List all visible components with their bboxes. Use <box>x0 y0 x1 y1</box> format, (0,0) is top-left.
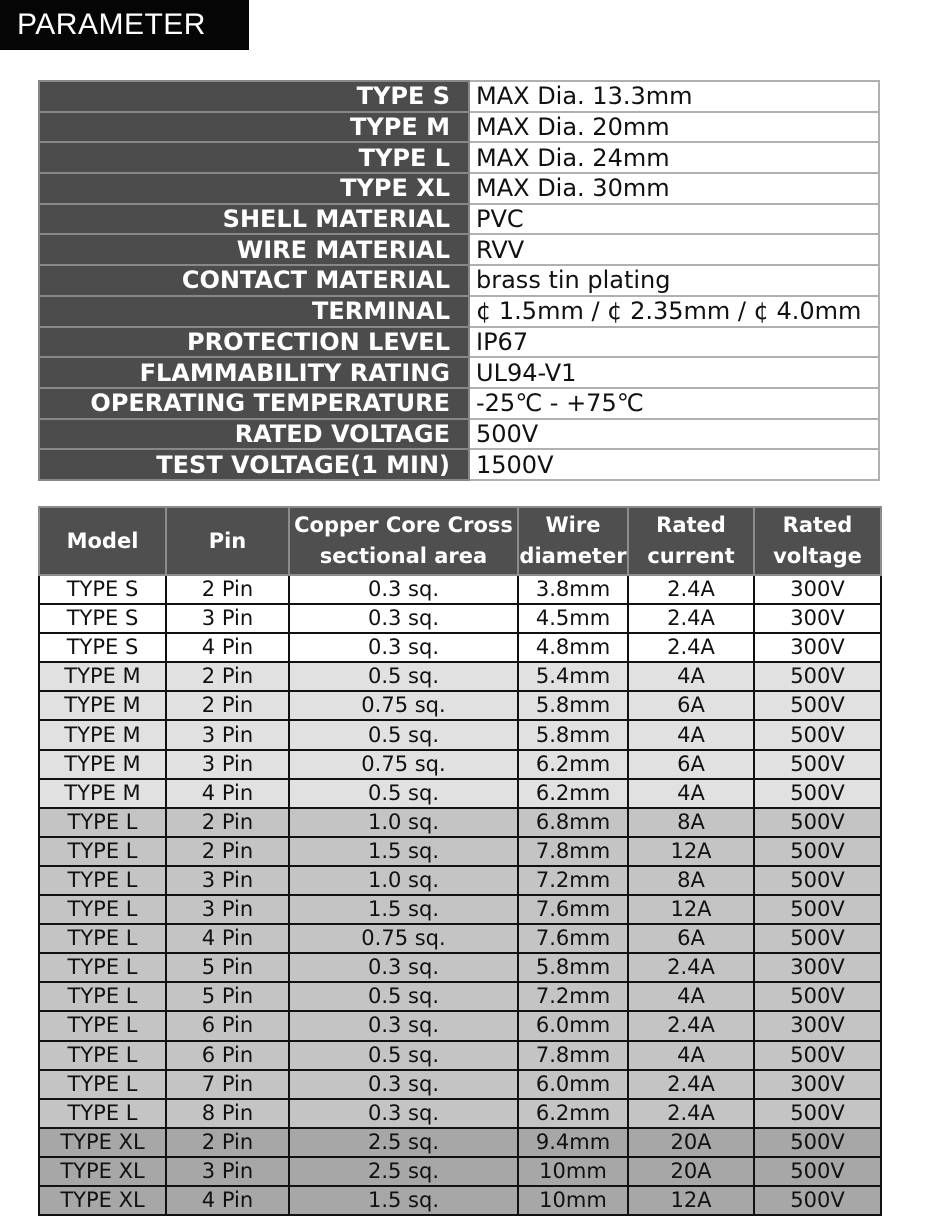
model-cell: TYPE XL <box>39 1128 166 1157</box>
model-cell: TYPE L <box>39 895 166 924</box>
spec-label: TEST VOLTAGE(1 MIN) <box>39 449 469 480</box>
pin-cell: 2 Pin <box>166 662 289 691</box>
spec-label: SHELL MATERIAL <box>39 204 469 235</box>
table-row <box>39 866 881 895</box>
model-table-body <box>39 575 881 1215</box>
model-cell: TYPE L <box>39 866 166 895</box>
column-header-line1: Model <box>66 528 139 553</box>
model-table-header-row <box>39 507 881 575</box>
column-header <box>518 507 628 575</box>
table-row <box>39 953 881 982</box>
table-row <box>39 691 881 720</box>
spec-label: PROTECTION LEVEL <box>39 327 469 358</box>
rated-current-cell: 2.4A <box>628 575 754 604</box>
pin-cell: 3 Pin <box>166 1157 289 1186</box>
column-header-line1: Rated <box>782 513 853 537</box>
spec-row <box>39 204 879 235</box>
spec-row <box>39 173 879 204</box>
spec-table <box>38 80 880 481</box>
spec-value: PVC <box>469 204 879 235</box>
rated-voltage-cell: 500V <box>754 662 881 691</box>
table-row <box>39 924 881 953</box>
model-cell: TYPE M <box>39 662 166 691</box>
column-header-line1: Pin <box>208 528 247 553</box>
cross-section-cell: 0.3 sq. <box>289 953 518 982</box>
rated-voltage-cell: 500V <box>754 895 881 924</box>
cross-section-cell: 1.0 sq. <box>289 866 518 895</box>
rated-current-cell: 4A <box>628 720 754 749</box>
spec-label: CONTACT MATERIAL <box>39 265 469 296</box>
rated-current-cell: 2.4A <box>628 604 754 633</box>
rated-current-cell: 2.4A <box>628 1099 754 1128</box>
pin-cell: 2 Pin <box>166 1128 289 1157</box>
spec-value: 1500V <box>469 449 879 480</box>
cross-section-cell: 2.5 sq. <box>289 1128 518 1157</box>
wire-diameter-cell: 5.4mm <box>518 662 628 691</box>
model-cell: TYPE S <box>39 575 166 604</box>
rated-voltage-cell: 500V <box>754 1128 881 1157</box>
model-cell: TYPE L <box>39 1011 166 1040</box>
rated-voltage-cell: 500V <box>754 1099 881 1128</box>
rated-current-cell: 20A <box>628 1128 754 1157</box>
wire-diameter-cell: 6.2mm <box>518 1099 628 1128</box>
pin-cell: 3 Pin <box>166 895 289 924</box>
wire-diameter-cell: 5.8mm <box>518 953 628 982</box>
wire-diameter-cell: 4.5mm <box>518 604 628 633</box>
cross-section-cell: 1.5 sq. <box>289 895 518 924</box>
pin-cell: 6 Pin <box>166 1041 289 1070</box>
rated-current-cell: 4A <box>628 662 754 691</box>
rated-voltage-cell: 500V <box>754 808 881 837</box>
column-header-line2: voltage <box>773 544 862 568</box>
table-row <box>39 1186 881 1215</box>
wire-diameter-cell: 10mm <box>518 1186 628 1215</box>
spec-row <box>39 112 879 143</box>
cross-section-cell: 0.5 sq. <box>289 1041 518 1070</box>
wire-diameter-cell: 6.2mm <box>518 750 628 779</box>
spec-value: IP67 <box>469 327 879 358</box>
rated-current-cell: 20A <box>628 1157 754 1186</box>
column-header-line1: Copper Core Cross <box>294 513 513 537</box>
wire-diameter-cell: 5.8mm <box>518 720 628 749</box>
model-table-header <box>39 507 881 575</box>
model-cell: TYPE L <box>39 982 166 1011</box>
spec-label: TERMINAL <box>39 296 469 327</box>
spec-value: ¢ 1.5mm / ¢ 2.35mm / ¢ 4.0mm <box>469 296 879 327</box>
spec-row <box>39 234 879 265</box>
spec-label: TYPE S <box>39 81 469 112</box>
spec-value: UL94-V1 <box>469 357 879 388</box>
column-header <box>754 507 881 575</box>
pin-cell: 3 Pin <box>166 866 289 895</box>
table-row <box>39 837 881 866</box>
model-table <box>38 506 882 1216</box>
model-cell: TYPE M <box>39 691 166 720</box>
rated-voltage-cell: 300V <box>754 1011 881 1040</box>
column-header-line1: Rated <box>656 513 726 537</box>
wire-diameter-cell: 7.8mm <box>518 837 628 866</box>
model-cell: TYPE L <box>39 953 166 982</box>
table-row <box>39 750 881 779</box>
spec-row <box>39 419 879 450</box>
column-header-line2: diameter <box>519 544 627 568</box>
pin-cell: 4 Pin <box>166 779 289 808</box>
rated-voltage-cell: 500V <box>754 691 881 720</box>
cross-section-cell: 0.5 sq. <box>289 779 518 808</box>
pin-cell: 6 Pin <box>166 1011 289 1040</box>
pin-cell: 8 Pin <box>166 1099 289 1128</box>
spec-label: TYPE M <box>39 112 469 143</box>
table-row <box>39 895 881 924</box>
cross-section-cell: 0.3 sq. <box>289 1070 518 1099</box>
pin-cell: 3 Pin <box>166 750 289 779</box>
spec-label: WIRE MATERIAL <box>39 234 469 265</box>
spec-label: TYPE XL <box>39 173 469 204</box>
rated-current-cell: 4A <box>628 1041 754 1070</box>
rated-voltage-cell: 500V <box>754 779 881 808</box>
wire-diameter-cell: 7.2mm <box>518 866 628 895</box>
model-cell: TYPE L <box>39 1070 166 1099</box>
model-cell: TYPE XL <box>39 1157 166 1186</box>
wire-diameter-cell: 6.8mm <box>518 808 628 837</box>
wire-diameter-cell: 7.2mm <box>518 982 628 1011</box>
rated-voltage-cell: 500V <box>754 750 881 779</box>
rated-voltage-cell: 500V <box>754 982 881 1011</box>
pin-cell: 3 Pin <box>166 720 289 749</box>
wire-diameter-cell: 6.2mm <box>518 779 628 808</box>
cross-section-cell: 0.3 sq. <box>289 633 518 662</box>
section-title-banner <box>0 0 249 50</box>
rated-current-cell: 4A <box>628 779 754 808</box>
rated-current-cell: 2.4A <box>628 1011 754 1040</box>
rated-current-cell: 12A <box>628 895 754 924</box>
cross-section-cell: 1.5 sq. <box>289 837 518 866</box>
model-cell: TYPE L <box>39 1099 166 1128</box>
rated-current-cell: 2.4A <box>628 953 754 982</box>
column-header <box>39 507 166 575</box>
rated-current-cell: 2.4A <box>628 1070 754 1099</box>
table-row <box>39 1011 881 1040</box>
rated-voltage-cell: 500V <box>754 720 881 749</box>
rated-voltage-cell: 500V <box>754 866 881 895</box>
section-title: PARAMETER <box>17 8 206 41</box>
spec-value: MAX Dia. 24mm <box>469 142 879 173</box>
pin-cell: 3 Pin <box>166 604 289 633</box>
spec-label: TYPE L <box>39 142 469 173</box>
model-cell: TYPE L <box>39 1041 166 1070</box>
rated-current-cell: 6A <box>628 924 754 953</box>
cross-section-cell: 0.3 sq. <box>289 1011 518 1040</box>
table-row <box>39 633 881 662</box>
table-row <box>39 575 881 604</box>
column-header <box>628 507 754 575</box>
cross-section-cell: 0.5 sq. <box>289 982 518 1011</box>
model-cell: TYPE S <box>39 633 166 662</box>
spec-label: FLAMMABILITY RATING <box>39 357 469 388</box>
rated-voltage-cell: 300V <box>754 953 881 982</box>
rated-current-cell: 2.4A <box>628 633 754 662</box>
wire-diameter-cell: 7.6mm <box>518 924 628 953</box>
wire-diameter-cell: 7.6mm <box>518 895 628 924</box>
wire-diameter-cell: 3.8mm <box>518 575 628 604</box>
spec-label: OPERATING TEMPERATURE <box>39 388 469 419</box>
spec-row <box>39 327 879 358</box>
pin-cell: 5 Pin <box>166 982 289 1011</box>
table-row <box>39 982 881 1011</box>
pin-cell: 2 Pin <box>166 691 289 720</box>
rated-voltage-cell: 500V <box>754 837 881 866</box>
cross-section-cell: 0.3 sq. <box>289 604 518 633</box>
table-row <box>39 1070 881 1099</box>
rated-voltage-cell: 500V <box>754 1186 881 1215</box>
rated-voltage-cell: 300V <box>754 1070 881 1099</box>
rated-voltage-cell: 300V <box>754 575 881 604</box>
spec-value: brass tin plating <box>469 265 879 296</box>
pin-cell: 4 Pin <box>166 1186 289 1215</box>
column-header-line2: sectional area <box>319 544 488 568</box>
cross-section-cell: 0.5 sq. <box>289 662 518 691</box>
spec-value: 500V <box>469 419 879 450</box>
model-cell: TYPE S <box>39 604 166 633</box>
cross-section-cell: 0.3 sq. <box>289 1099 518 1128</box>
table-row <box>39 1041 881 1070</box>
model-cell: TYPE L <box>39 924 166 953</box>
rated-current-cell: 6A <box>628 750 754 779</box>
spec-row <box>39 265 879 296</box>
wire-diameter-cell: 6.0mm <box>518 1011 628 1040</box>
spec-value: RVV <box>469 234 879 265</box>
pin-cell: 2 Pin <box>166 575 289 604</box>
wire-diameter-cell: 4.8mm <box>518 633 628 662</box>
rated-current-cell: 8A <box>628 808 754 837</box>
cross-section-cell: 2.5 sq. <box>289 1157 518 1186</box>
spec-value: MAX Dia. 13.3mm <box>469 81 879 112</box>
rated-current-cell: 6A <box>628 691 754 720</box>
rated-current-cell: 12A <box>628 837 754 866</box>
spec-row <box>39 449 879 480</box>
spec-table-body <box>39 81 879 480</box>
cross-section-cell: 0.75 sq. <box>289 691 518 720</box>
rated-voltage-cell: 500V <box>754 1041 881 1070</box>
rated-voltage-cell: 500V <box>754 1157 881 1186</box>
spec-row <box>39 388 879 419</box>
wire-diameter-cell: 9.4mm <box>518 1128 628 1157</box>
rated-voltage-cell: 500V <box>754 924 881 953</box>
model-cell: TYPE L <box>39 808 166 837</box>
pin-cell: 7 Pin <box>166 1070 289 1099</box>
table-row <box>39 808 881 837</box>
spec-value: -25℃ - +75℃ <box>469 388 879 419</box>
spec-label: RATED VOLTAGE <box>39 419 469 450</box>
spec-value: MAX Dia. 30mm <box>469 173 879 204</box>
wire-diameter-cell: 6.0mm <box>518 1070 628 1099</box>
wire-diameter-cell: 10mm <box>518 1157 628 1186</box>
spec-row <box>39 81 879 112</box>
model-cell: TYPE M <box>39 720 166 749</box>
spec-value: MAX Dia. 20mm <box>469 112 879 143</box>
table-row <box>39 1099 881 1128</box>
pin-cell: 2 Pin <box>166 837 289 866</box>
model-cell: TYPE L <box>39 837 166 866</box>
rated-voltage-cell: 300V <box>754 604 881 633</box>
table-row <box>39 604 881 633</box>
table-row <box>39 1128 881 1157</box>
model-cell: TYPE M <box>39 750 166 779</box>
pin-cell: 2 Pin <box>166 808 289 837</box>
model-cell: TYPE XL <box>39 1186 166 1215</box>
cross-section-cell: 0.75 sq. <box>289 924 518 953</box>
table-row <box>39 1157 881 1186</box>
table-row <box>39 779 881 808</box>
cross-section-cell: 0.3 sq. <box>289 575 518 604</box>
wire-diameter-cell: 7.8mm <box>518 1041 628 1070</box>
column-header-line2: current <box>647 544 735 568</box>
cross-section-cell: 1.0 sq. <box>289 808 518 837</box>
pin-cell: 4 Pin <box>166 924 289 953</box>
cross-section-cell: 0.75 sq. <box>289 750 518 779</box>
table-row <box>39 662 881 691</box>
spec-row <box>39 296 879 327</box>
spec-row <box>39 142 879 173</box>
rated-current-cell: 12A <box>628 1186 754 1215</box>
pin-cell: 4 Pin <box>166 633 289 662</box>
column-header <box>166 507 289 575</box>
rated-voltage-cell: 300V <box>754 633 881 662</box>
cross-section-cell: 1.5 sq. <box>289 1186 518 1215</box>
rated-current-cell: 4A <box>628 982 754 1011</box>
cross-section-cell: 0.5 sq. <box>289 720 518 749</box>
column-header <box>289 507 518 575</box>
pin-cell: 5 Pin <box>166 953 289 982</box>
table-row <box>39 720 881 749</box>
model-cell: TYPE M <box>39 779 166 808</box>
column-header-line1: Wire <box>545 513 601 537</box>
spec-row <box>39 357 879 388</box>
rated-current-cell: 8A <box>628 866 754 895</box>
wire-diameter-cell: 5.8mm <box>518 691 628 720</box>
